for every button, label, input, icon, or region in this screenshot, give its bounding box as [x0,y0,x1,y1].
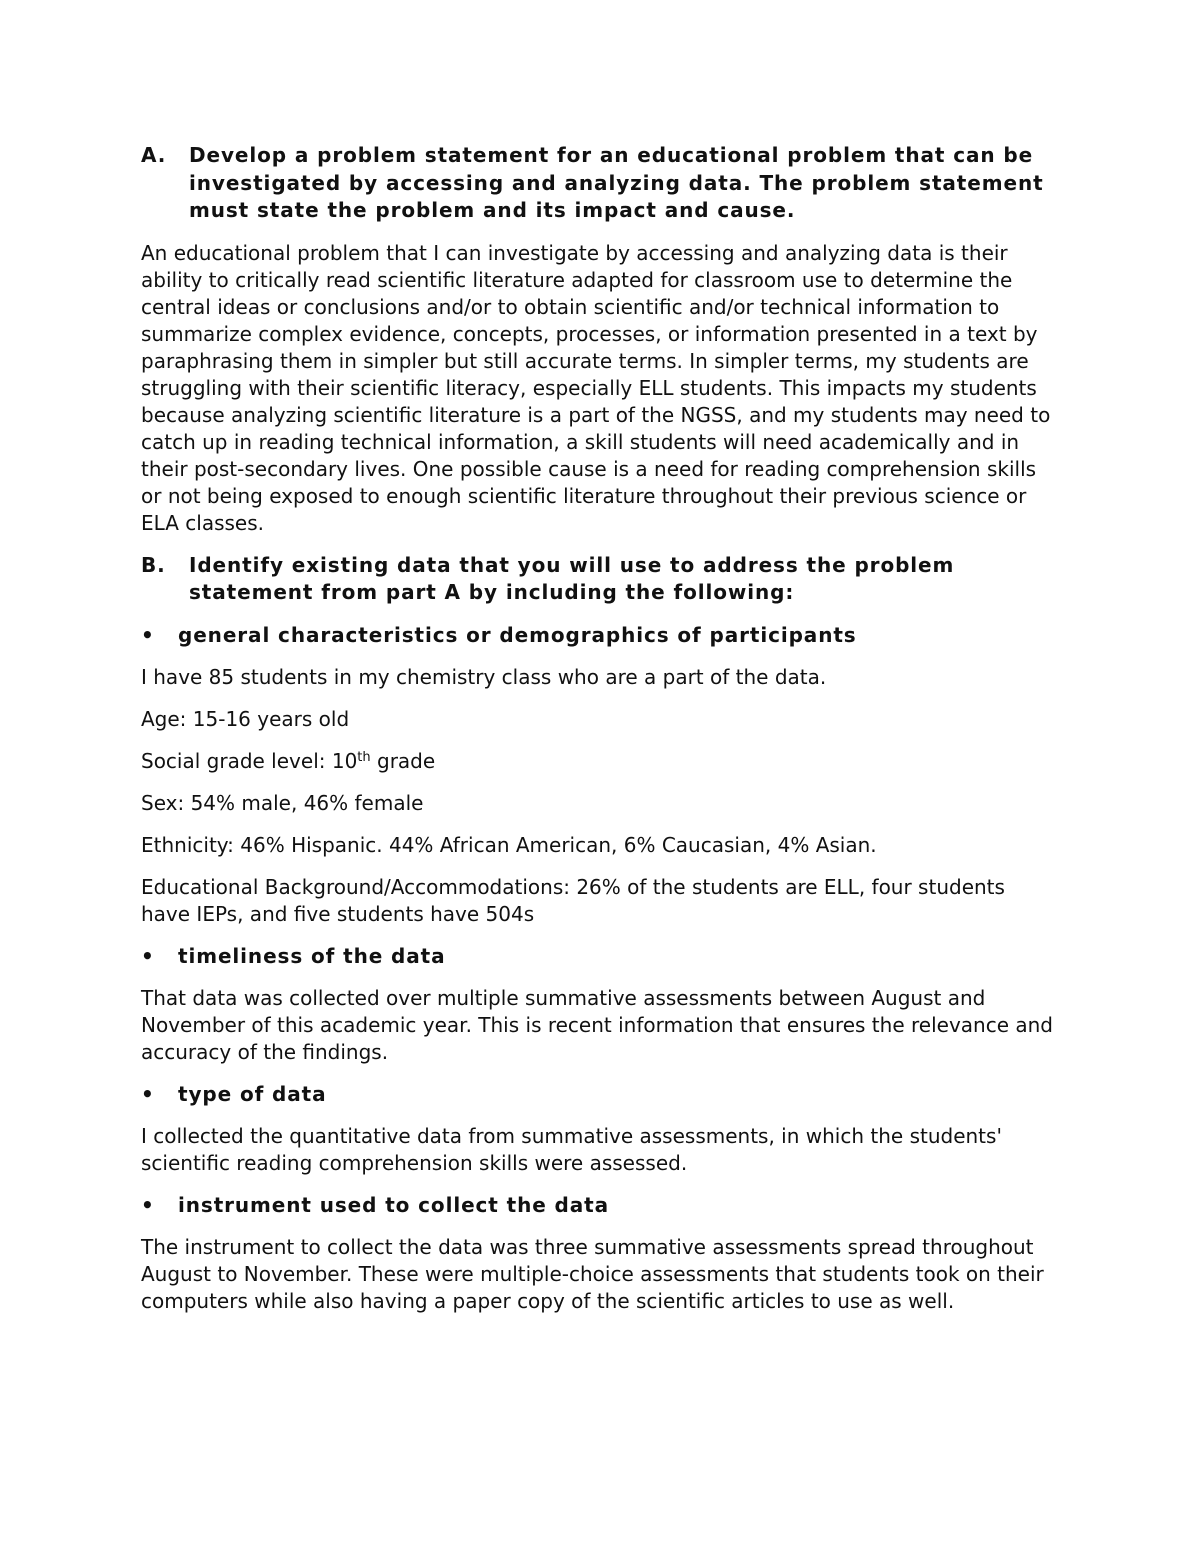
bullet-timeliness-label: timeliness of the data [178,943,446,968]
bullet-instrument-label: instrument used to collect the data [178,1192,610,1217]
grade-prefix: Social grade level: 10 [141,748,358,773]
section-a-heading-text: Develop a problem statement for an educational problem that can be investigated by accessing and analyzing data. The problem statement must state the problem and its impact and cause. [189,143,1044,222]
bullet-icon: • [141,622,155,647]
demographics-age: Age: 15-16 years old [141,706,350,731]
timeliness-body: That data was collected over multiple summative assessments between August and November of this academic year. This is recent information that ensures the relevance and accuracy of the findings. [141,985,1053,1064]
bullet-timeliness [141,943,1059,970]
bullet-data-type [141,1081,1059,1108]
bullet-demographics [141,622,1059,649]
demographics-grade [141,748,1059,775]
bullet-demographics-label: general characteristics or demographics of participants [178,622,857,647]
document-page [141,142,1059,1330]
demographics-ethnicity: Ethnicity: 46% Hispanic. 44% African American, 6% Caucasian, 4% Asian. [141,832,877,857]
demographics-background: Educational Background/Accommodations: 26% of the students are ELL, four students have IEPs, and five students have 504s [141,874,1005,926]
section-b-letter: B. [141,552,166,577]
section-a-body: An educational problem that I can investigate by accessing and analyzing data is their ability to critically read scientific literature adapted for classroom use to determine the central ideas or conclusions and/or to obtain scientific and/or technical information to summarize complex evidence, concepts, processes, or information presented in a text by paraphrasing them in simpler but still accurate terms. In simpler terms, my students are struggling with their scientific literacy, especially ELL students. This impacts my students because analyzing scientific literature is a part of the NGSS, and my students may need to catch up in reading technical information, a skill students will need academically and in their post-secondary lives. One possible cause is a need for reading comprehension skills or not being exposed to enough scientific literature throughout their previous science or ELA classes. [141,240,1051,535]
bullet-instrument [141,1192,1059,1219]
bullet-icon: • [141,1081,155,1106]
bullet-icon: • [141,943,155,968]
section-b-heading-text: Identify existing data that you will use to address the problem statement from part A by including the following: [189,552,955,604]
section-b-heading [141,552,1059,607]
demographics-intro: I have 85 students in my chemistry class who are a part of the data. [141,664,827,689]
instrument-body: The instrument to collect the data was three summative assessments spread throughout August to November. These were multiple-choice assessments that students took on their computers while also having a paper copy of the scientific articles to use as well. [141,1234,1044,1313]
grade-suffix: grade [370,748,436,773]
grade-superscript: th [357,749,371,765]
section-a-heading [141,142,1059,225]
bullet-data-type-label: type of data [178,1081,327,1106]
demographics-sex: Sex: 54% male, 46% female [141,790,424,815]
section-a-letter: A. [141,143,167,167]
data-type-body: I collected the quantitative data from summative assessments, in which the students' scientific reading comprehension skills were assessed. [141,1123,1002,1175]
bullet-icon: • [141,1192,155,1217]
